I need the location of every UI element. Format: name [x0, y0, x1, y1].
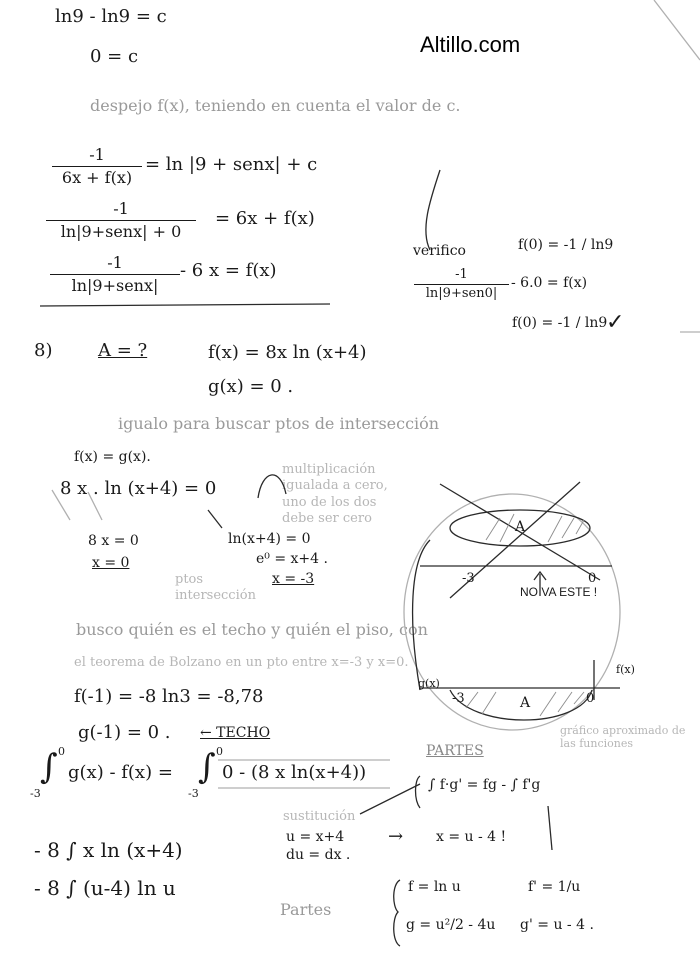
graph-top-minus3: -3 — [462, 571, 475, 586]
left-case-a: 8 x = 0 — [88, 533, 139, 549]
sust-arrow-icon: → — [388, 826, 404, 847]
eq1-rhs: = ln |9 + senx| + c — [145, 154, 318, 175]
integral-upper: 0 — [216, 745, 223, 758]
line-despejo: despejo f(x), teniendo en cuenta el valor de c. — [90, 96, 461, 115]
problem-number: 8) — [34, 340, 53, 361]
graph-bottom-A: A — [520, 695, 531, 711]
integral-lower: -3 — [30, 787, 41, 800]
eq-f-equals-g: f(x) = g(x). — [74, 449, 151, 465]
line-zero-equals-c: 0 = c — [90, 46, 139, 67]
verify-line2: - 6.0 = f(x) — [511, 275, 588, 291]
graph-gx-label: g(x) — [418, 677, 440, 690]
note-arrow — [258, 475, 286, 498]
right-case-c: x = -3 — [272, 571, 315, 587]
watermark-text: Altillo.com — [420, 32, 521, 57]
left-brace-icon — [394, 880, 400, 946]
left-brace-icon — [416, 776, 421, 808]
integral-sign-icon: ∫ — [198, 747, 216, 787]
integral-rhs: 0 - (8 x ln(x+4)) — [222, 762, 367, 783]
g-eval: g(-1) = 0 . — [78, 722, 171, 743]
separator-line — [40, 304, 330, 306]
graph-top-A: A — [515, 519, 526, 535]
eq-product-zero: 8 x . ln (x+4) = 0 — [60, 478, 217, 499]
fraction-eq2-num: -1 — [113, 199, 129, 218]
line-minus8-integral-a: - 8 ∫ x ln (x+4) — [34, 838, 183, 862]
squiggle-stroke — [426, 170, 440, 250]
partes-g: g = u²/2 - 4u — [406, 917, 496, 933]
graph-bottom-minus3: -3 — [452, 691, 465, 706]
verifico-label: verifico — [413, 243, 466, 259]
sust-u: u = x+4 — [286, 829, 345, 845]
problem-question: A = ? — [98, 340, 148, 361]
sust-x: x = u - 4 ! — [436, 829, 507, 845]
partes-gprime: g' = u - 4 . — [520, 917, 594, 933]
bolzano-line1: busco quién es el techo y quién el piso, con — [76, 620, 428, 639]
fraction-eq1-den: 6x + f(x) — [61, 167, 133, 187]
verify-line1: f(0) = -1 / ln9 — [518, 237, 614, 253]
integral-sign-icon: ∫ — [40, 747, 58, 787]
fraction-eq3-num: -1 — [107, 253, 123, 272]
graph-no-va-label: NO VA ESTE ! — [520, 585, 598, 599]
graph-fx-label: f(x) — [616, 663, 635, 676]
graph-bottom-zero: 0 — [586, 691, 595, 706]
check-mark-icon: ✓ — [606, 310, 625, 335]
fraction-eq3-den: ln|9+senx| — [71, 275, 159, 295]
line-ln9: ln9 - ln9 = c — [55, 6, 167, 27]
left-bracket-stroke — [413, 540, 430, 690]
right-case-b: e⁰ = x+4 . — [256, 551, 328, 567]
side-note: multiplicación igualada a cero, uno de los dos debe ser cero — [282, 462, 388, 526]
integral-expr: g(x) - f(x) = — [68, 762, 173, 783]
graph-caption: gráfico aproximado de las funciones — [560, 724, 686, 751]
left-case-b: x = 0 — [92, 555, 130, 571]
g-definition: g(x) = 0 . — [208, 376, 294, 397]
sust-du: du = dx . — [286, 847, 351, 863]
partes2-label: Partes — [280, 900, 332, 919]
fraction-verify-num: -1 — [455, 267, 468, 282]
verify-line3: f(0) = -1 / ln9 — [512, 315, 608, 331]
ptos-interseccion: ptos intersección — [175, 572, 256, 603]
f-eval: f(-1) = -8 ln3 = -8,78 — [74, 686, 264, 707]
intro-text: igualo para buscar ptos de intersección — [118, 414, 440, 433]
graph-top-zero: 0 — [588, 571, 597, 586]
integral-upper: 0 — [58, 745, 65, 758]
fraction-verify-den: ln|9+sen0| — [425, 286, 498, 302]
partes-f: f = ln u — [408, 879, 461, 895]
eq3-rhs: - 6 x = f(x) — [180, 260, 277, 281]
techo-label: ← TECHO — [200, 725, 271, 741]
f-definition: f(x) = 8x ln (x+4) — [208, 342, 367, 363]
bolzano-line2: el teorema de Bolzano en un pto entre x=-3 y x=0. — [74, 655, 409, 670]
partes-heading: PARTES — [426, 743, 484, 759]
integral-lower: -3 — [188, 787, 199, 800]
fraction-eq2-den: ln|9+senx| + 0 — [60, 221, 182, 241]
line-minus8-integral-b: - 8 ∫ (u-4) ln u — [34, 876, 176, 900]
partes-arrow-line — [548, 806, 552, 850]
fraction-eq1-num: -1 — [89, 145, 105, 164]
partes-fprime: f' = 1/u — [528, 879, 581, 895]
case-arrow — [208, 510, 222, 528]
sustitucion-heading: sustitución — [283, 809, 356, 824]
partes-formula: ∫ f·g' = fg - ∫ f'g — [428, 777, 541, 793]
eq2-rhs: = 6x + f(x) — [215, 208, 315, 229]
right-case-a: ln(x+4) = 0 — [228, 531, 311, 547]
